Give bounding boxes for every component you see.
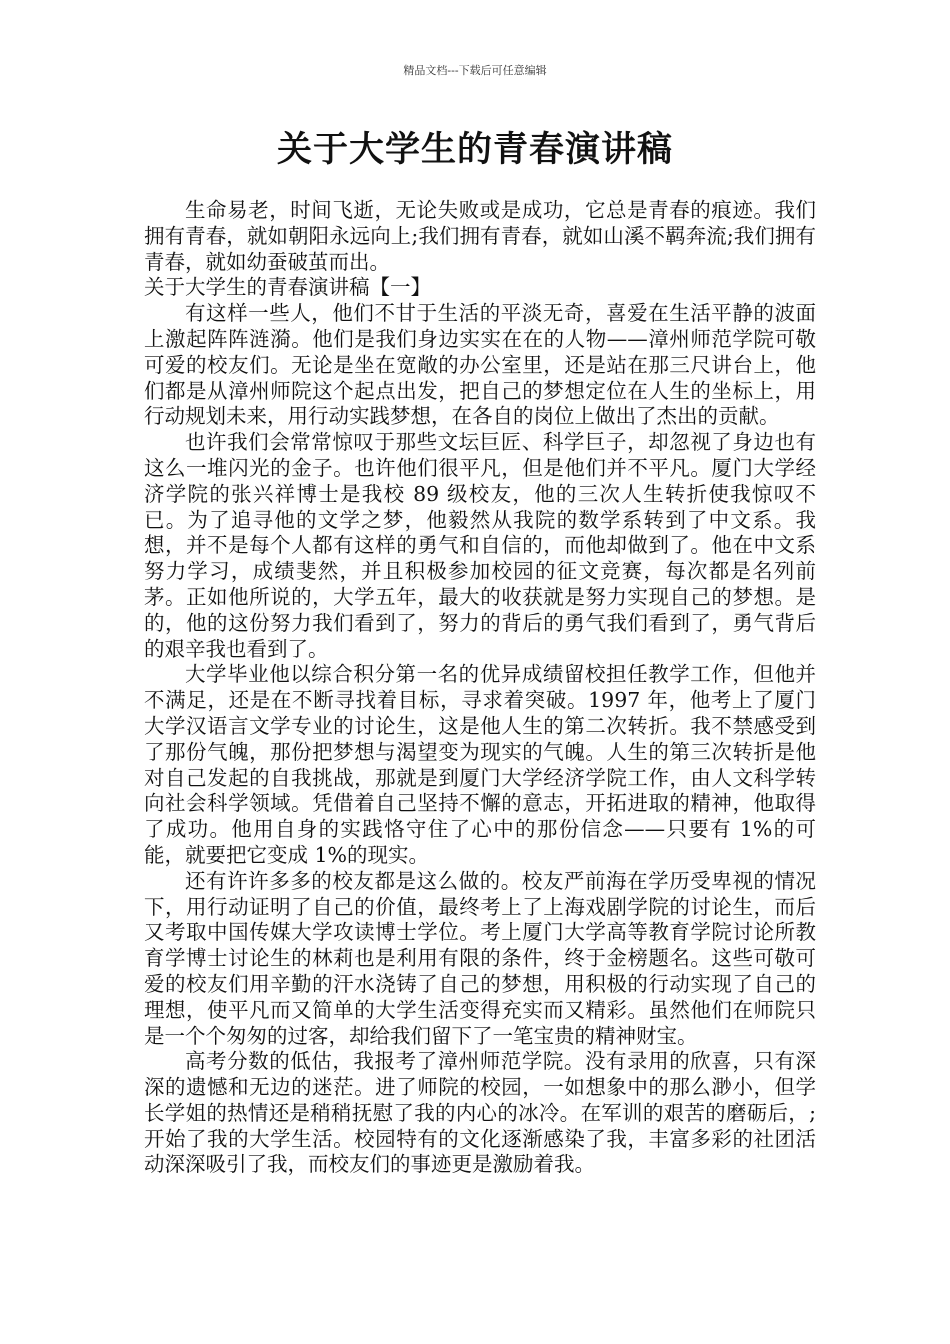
document-title: 关于大学生的青春演讲稿 xyxy=(276,130,673,170)
paragraph: 也许我们会常常惊叹于那些文坛巨匠、科学巨子，却忽视了身边也有这么一堆闪光的金子。也许他们很平凡，但是他们并不平凡。厦门大学经济学院的张兴祥博士是我校 89 级校友，他的三次人生转折使我惊叹不已。为了追寻他的文学之梦，他毅然从我院的数学系转到了中文系。我想，并不是每个人都有这样的勇气和自信的，而他却做到了。他在中文系努力学习，成绩斐然，并且积极参加校园的征文竞赛，每次都是名列前茅。正如他所说的，大学五年，最大的收获就是努力实现自己的梦想。是的，他的这份努力我们看到了，努力的背后的勇气我们看到了，勇气背后的艰辛我也看到了。 xyxy=(144,430,816,661)
page-header: 精品文档---下载后可任意编辑 xyxy=(403,64,547,77)
section-heading: 关于大学生的青春演讲稿【一】 xyxy=(144,275,431,300)
document-body xyxy=(144,198,816,1178)
paragraph: 大学毕业他以综合积分第一名的优异成绩留校担任教学工作，但他并不满足，还是在不断寻找着目标，寻求着突破。1997 年，他考上了厦门大学汉语言文学专业的讨论生，这是他人生的第二次转折。我不禁感受到了那份气魄，那份把梦想与渴望变为现实的气魄。人生的第三次转折是他对自己发起的自我挑战，那就是到厦门大学经济学院工作，由人文科学转向社会科学领域。凭借着自己坚持不懈的意志，开拓进取的精神，他取得了成功。他用自身的实践恪守住了心中的那份信念——只要有 1%的可能，就要把它变成 1%的现实。 xyxy=(144,662,816,867)
paragraph: 有这样一些人，他们不甘于生活的平淡无奇，喜爱在生活平静的波面上激起阵阵涟漪。他们是我们身边实实在在的人物——漳州师范学院可敬可爱的校友们。无论是坐在宽敞的办公室里，还是站在那三尺讲台上，他们都是从漳州师院这个起点出发，把自己的梦想定位在人生的坐标上，用行动规划未来，用行动实践梦想，在各自的岗位上做出了杰出的贡献。 xyxy=(144,301,816,429)
paragraph: 还有许许多多的校友都是这么做的。校友严前海在学历受卑视的情况下，用行动证明了自己的价值，最终考上了上海戏剧学院的讨论生，而后又考取中国传媒大学攻读博士学位。考上厦门大学高等教育学院讨论所教育学博士讨论生的林莉也是利用有限的条件，终于金榜题名。这些可敬可爱的校友们用辛勤的汗水浇铸了自己的梦想，用积极的行动实现了自己的理想，使平凡而又简单的大学生活变得充实而又精彩。虽然他们在师院只是一个个匆匆的过客，却给我们留下了一笔宝贵的精神财宝。 xyxy=(144,868,816,1048)
paragraph: 高考分数的低估，我报考了漳州师范学院。没有录用的欣喜，只有深深的遗憾和无边的迷茫。进了师院的校园，一如想象中的那么渺小，但学长学姐的热情还是稍稍抚慰了我的内心的冰冷。在军训的艰苦的磨砺后，;开始了我的大学生活。校园特有的文化逐渐感染了我，丰富多彩的社团活动深深吸引了我，而校友们的事迹更是激励着我。 xyxy=(144,1049,816,1177)
paragraph-intro: 生命易老，时间飞逝，无论失败或是成功，它总是青春的痕迹。我们拥有青春，就如朝阳永远向上;我们拥有青春，就如山溪不羁奔流;我们拥有青春，就如幼蚕破茧而出。 xyxy=(144,198,816,274)
